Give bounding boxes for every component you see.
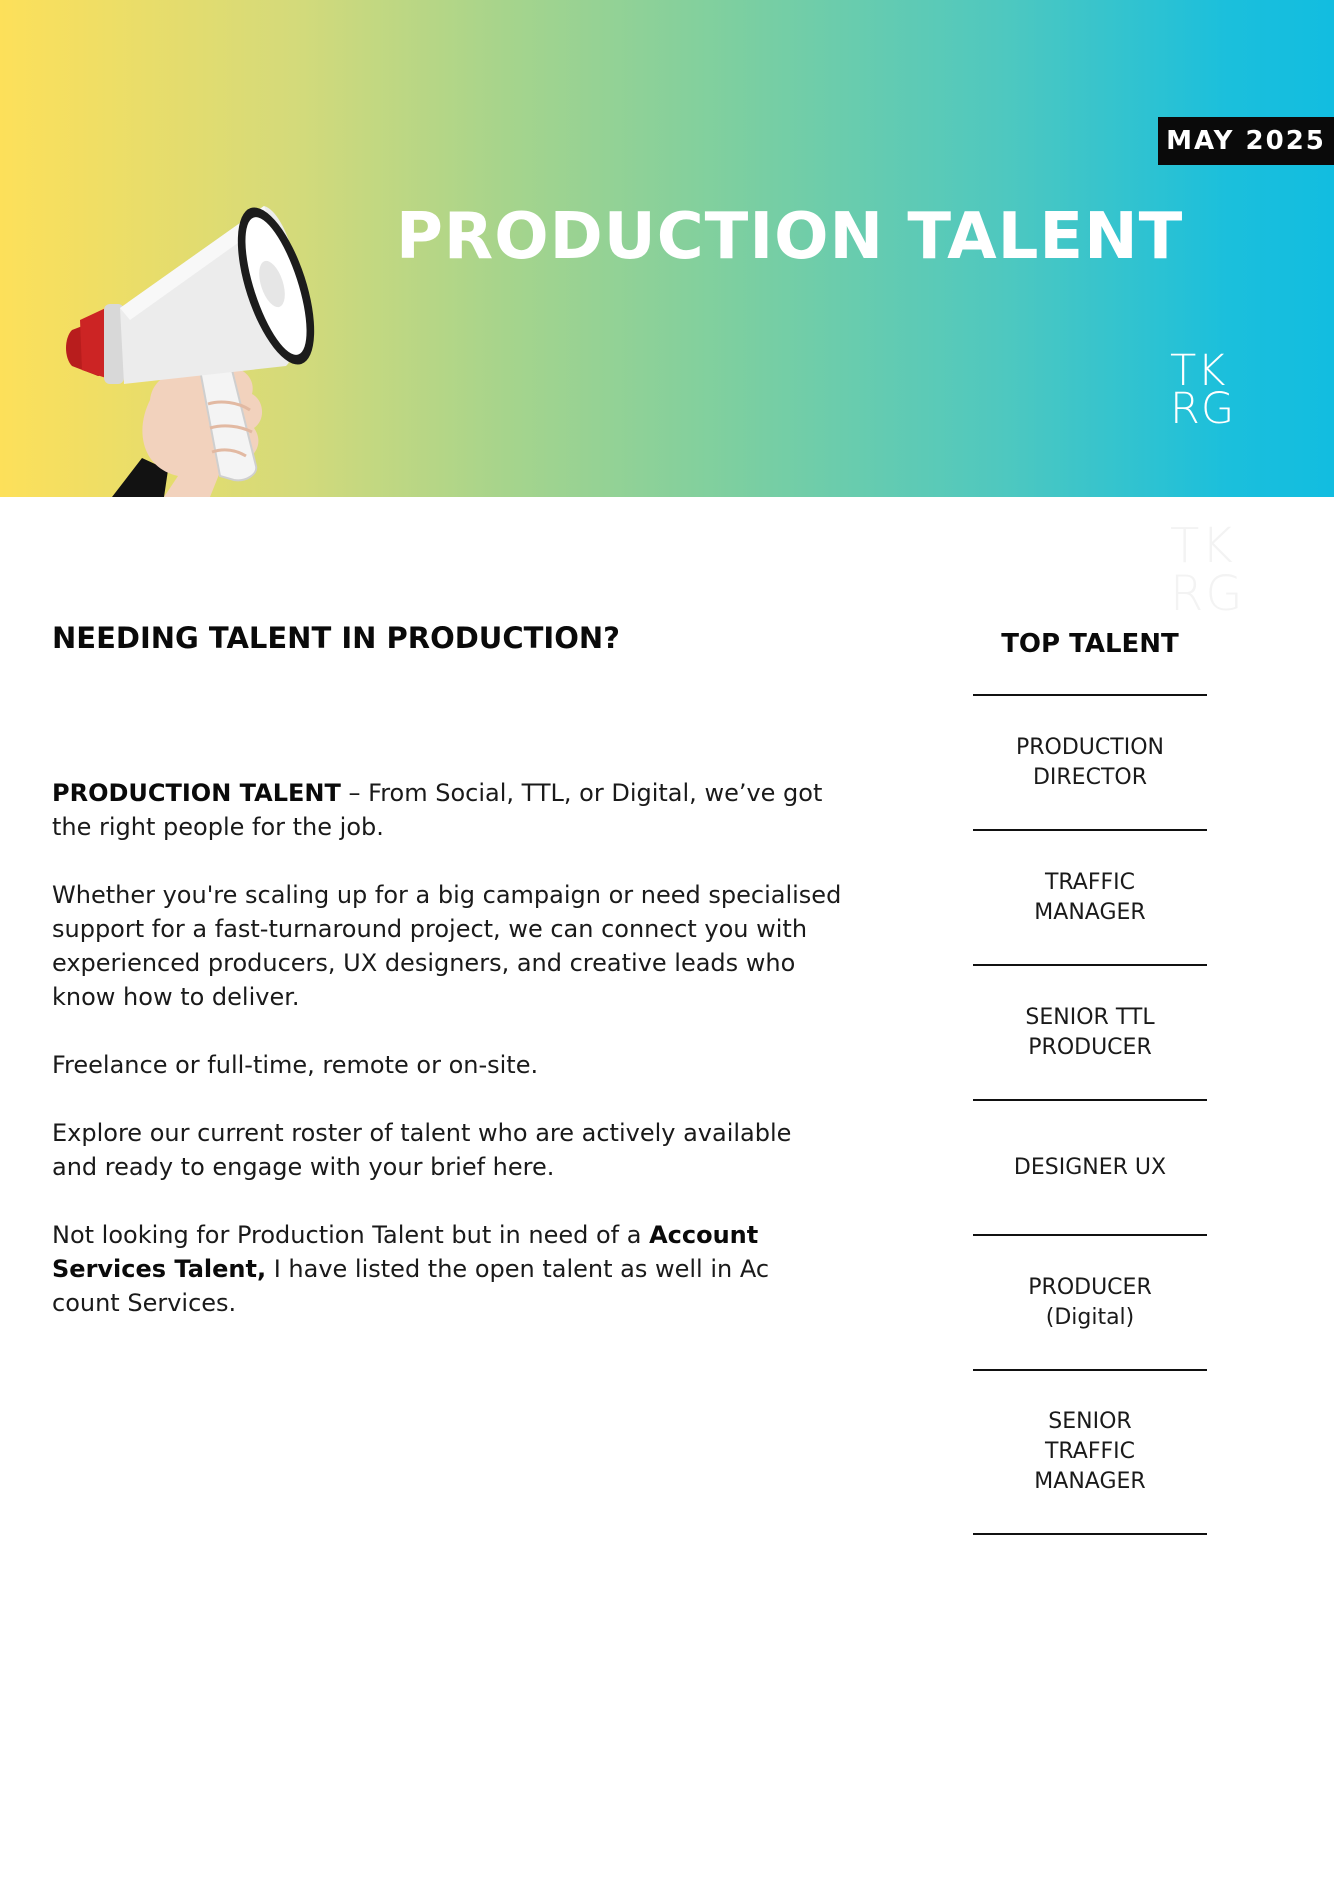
- main-heading: NEEDING TALENT IN PRODUCTION?: [52, 621, 620, 655]
- paragraph-5-end: I have listed the open talent as well in Ac count Services.: [52, 1255, 770, 1317]
- date-badge: MAY 2025: [1158, 117, 1334, 165]
- tkrg-logo: [1170, 346, 1236, 434]
- logo-line-2: RG: [1170, 384, 1236, 434]
- talent-list: [973, 694, 1207, 1535]
- paragraph-scaling: Whether you're scaling up for a big campaign or need specialised support for a fast-turnaround project, we can connect you with experienced producers, UX designers, and creative leads who know how to deliver.: [52, 881, 842, 1011]
- intro-paragraph: [52, 776, 842, 844]
- paragraph-roster: Explore our current roster of talent who are actively available and ready to engage with your brief here.: [52, 1119, 792, 1181]
- talent-item-senior-ttl-producer: SENIOR TTL PRODUCER: [973, 966, 1207, 1101]
- top-talent-heading: TOP TALENT: [1001, 629, 1179, 659]
- paragraph-freelance: Freelance or full-time, remote or on-site.: [52, 1051, 539, 1079]
- main-column: [52, 618, 842, 658]
- body-copy: [52, 776, 842, 1354]
- megaphone-illustration: [60, 180, 380, 497]
- logo-line-1: TK: [1170, 346, 1227, 396]
- talent-item-senior-traffic-manager: SENIOR TRAFFIC MANAGER: [973, 1371, 1207, 1535]
- talent-item-designer-ux: DESIGNER UX: [973, 1101, 1207, 1236]
- paragraph-5-bold: Account Services Talent,: [52, 1221, 759, 1283]
- talent-item-traffic-manager: TRAFFIC MANAGER: [973, 831, 1207, 966]
- watermark-line-2: RG: [1170, 566, 1245, 622]
- paragraph-5-start: Not looking for Production Talent but in need of a: [52, 1221, 650, 1249]
- banner-title: PRODUCTION TALENT: [396, 200, 1184, 274]
- talent-item-producer-digital: PRODUCER (Digital): [973, 1236, 1207, 1371]
- header-banner: [0, 0, 1334, 497]
- watermark-logo: [1170, 518, 1245, 622]
- watermark-line-1: TK: [1170, 518, 1235, 574]
- intro-text: – From Social, TTL, or Digital, we’ve got the right people for the job.: [52, 779, 823, 841]
- top-talent-sidebar: [973, 622, 1207, 1535]
- paragraph-account-services: [52, 1218, 842, 1320]
- talent-item-production-director: PRODUCTION DIRECTOR: [973, 696, 1207, 831]
- intro-bold: PRODUCTION TALENT: [52, 779, 341, 807]
